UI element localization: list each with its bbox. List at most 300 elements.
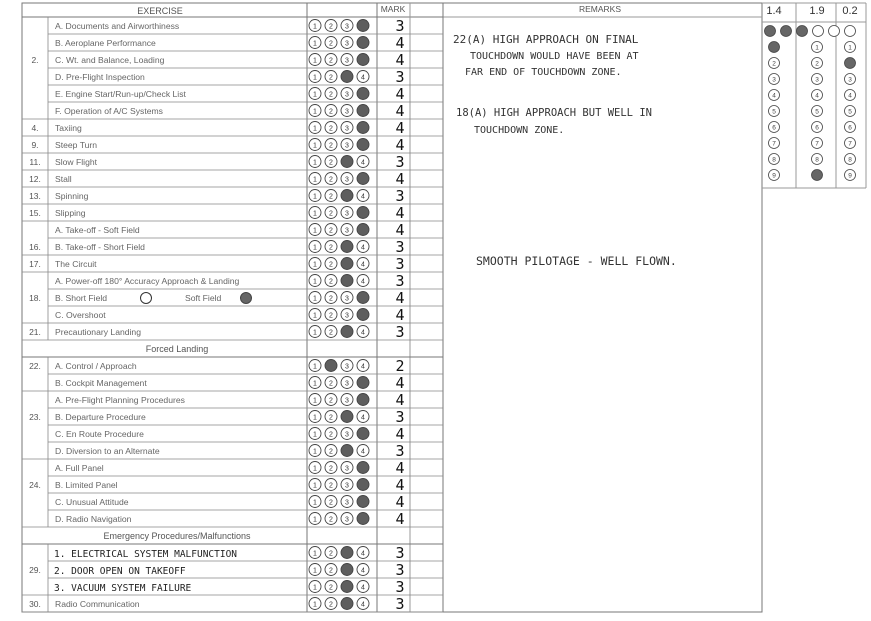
exercise-number: 22.	[29, 361, 41, 371]
exercise-label: A. Control / Approach	[55, 361, 137, 371]
rating-bubble-3	[341, 326, 353, 338]
exercise-row	[22, 442, 443, 460]
rating-bubble-3	[341, 241, 353, 253]
rating-bubble-digit: 2	[329, 91, 333, 99]
exercise-label: D. Diversion to an Alternate	[55, 446, 160, 456]
exercise-number: 30.	[29, 599, 41, 609]
exercise-label: C. Overshoot	[55, 310, 106, 320]
rating-bubble-digit: 4	[361, 567, 365, 575]
grid-bubble-row0	[829, 26, 840, 37]
exercise-row	[22, 187, 443, 205]
rating-bubble-4	[357, 292, 369, 304]
grid-bubble-digit: 4	[772, 92, 776, 100]
rating-bubble-digit: 2	[329, 550, 333, 558]
grid-bubble-row0	[781, 26, 792, 37]
rating-bubble-digit: 4	[361, 363, 365, 371]
rating-bubble-digit: 3	[345, 295, 349, 303]
rating-bubble-digit: 3	[345, 210, 349, 218]
exercise-label: B. Cockpit Management	[55, 378, 147, 388]
exercise-label: B. Take-off - Short Field	[55, 242, 145, 252]
mark-value: 4	[395, 34, 405, 52]
mark-value: 4	[395, 221, 405, 239]
grid-bubble-digit: 2	[815, 60, 819, 68]
mark-value: 4	[395, 374, 405, 392]
exercise-row	[22, 323, 443, 341]
rating-bubble-digit: 1	[313, 550, 317, 558]
rating-bubble-digit: 2	[329, 397, 333, 405]
exercise-row	[29, 289, 443, 307]
grid-label-2: 1.9	[809, 5, 825, 17]
grid-bubble-digit: 5	[772, 108, 776, 116]
grid-bubble-digit: 7	[848, 140, 852, 148]
rating-bubble-digit: 4	[361, 244, 365, 252]
rating-bubble-digit: 2	[329, 601, 333, 609]
rating-bubble-digit: 2	[329, 40, 333, 48]
rating-bubble-digit: 1	[313, 499, 317, 507]
grid-bubble-digit: 1	[848, 44, 852, 52]
rating-bubble-4	[357, 37, 369, 49]
exercise-label: A. Take-off - Soft Field	[55, 225, 140, 235]
mark-value: 4	[395, 425, 405, 443]
exercise-row	[29, 357, 443, 375]
grid-bubble-digit: 9	[848, 172, 852, 180]
rating-bubble-4	[357, 173, 369, 185]
rating-bubble-digit: 3	[345, 312, 349, 320]
mark-value: 3	[395, 153, 405, 171]
exercise-label: The Circuit	[55, 259, 97, 269]
grid-bubble-digit: 1	[815, 44, 819, 52]
form-header	[137, 4, 621, 16]
rating-bubble-digit: 3	[345, 57, 349, 65]
exercise-row	[22, 170, 443, 188]
rating-bubble-digit: 1	[313, 295, 317, 303]
exercise-label: A. Full Panel	[55, 463, 104, 473]
exercise-label: A. Power-off 180° Accuracy Approach & Landing	[55, 276, 240, 286]
mark-value: 4	[395, 170, 405, 188]
remark-note1-line1: 22(A) HIGH APPROACH ON FINAL	[453, 33, 639, 46]
exercise-label: Slipping	[55, 208, 86, 218]
exercise-row	[48, 493, 443, 511]
exercise-row	[29, 408, 443, 426]
rating-bubble-digit: 2	[329, 159, 333, 167]
rating-bubble-digit: 2	[329, 431, 333, 439]
rating-bubble-digit: 2	[329, 295, 333, 303]
exercise-row	[22, 153, 443, 171]
remark-note1-line3: FAR END OF TOUCHDOWN ZONE.	[465, 67, 622, 78]
mark-value: 3	[395, 68, 405, 86]
rating-bubble-digit: 3	[345, 176, 349, 184]
remark-note2-line1: 18(A) HIGH APPROACH BUT WELL IN	[456, 107, 652, 119]
exercise-label: D. Pre-Flight Inspection	[55, 72, 145, 82]
rating-bubble-digit: 3	[345, 499, 349, 507]
exercise-label: C. Unusual Attitude	[55, 497, 129, 507]
exercise-label: Radio Communication	[55, 599, 140, 609]
remark-note3: SMOOTH PILOTAGE - WELL FLOWN.	[476, 254, 677, 268]
rating-bubble-3	[341, 411, 353, 423]
exercise-label: Spinning	[55, 191, 89, 201]
mark-value: 3	[395, 544, 405, 562]
exercise-row	[48, 544, 443, 562]
rating-bubble-digit: 4	[361, 414, 365, 422]
rating-bubble-digit: 1	[313, 176, 317, 184]
soft-field-bubble	[241, 293, 252, 304]
rating-bubble-digit: 2	[329, 23, 333, 31]
rating-bubble-digit: 1	[313, 210, 317, 218]
exercise-row	[22, 204, 443, 222]
rating-bubble-4	[357, 54, 369, 66]
rating-bubble-digit: 4	[361, 74, 365, 82]
rating-bubble-2	[325, 360, 337, 372]
exercise-row	[48, 391, 443, 409]
exercise-label: Steep Turn	[55, 140, 98, 150]
exercise-number: 18.	[29, 293, 41, 303]
exercise-label-handwritten: 2. DOOR OPEN ON TAKEOFF	[54, 566, 186, 577]
exercise-row	[48, 34, 443, 52]
rating-bubble-digit: 2	[329, 193, 333, 201]
rating-bubble-digit: 2	[329, 516, 333, 524]
mark-value: 4	[395, 510, 405, 528]
rating-bubble-digit: 1	[313, 448, 317, 456]
rating-bubble-digit: 1	[313, 159, 317, 167]
mark-value: 4	[395, 204, 405, 222]
rating-bubble-digit: 1	[313, 40, 317, 48]
rating-bubble-3	[341, 564, 353, 576]
remarks-area	[453, 33, 677, 268]
exercise-label: B. Limited Panel	[55, 480, 118, 490]
grid-bubble-digit: 8	[815, 156, 819, 164]
exercise-row	[22, 238, 443, 256]
rating-bubble-digit: 2	[329, 176, 333, 184]
grid-bubble	[812, 170, 823, 181]
rating-bubble-digit: 1	[313, 91, 317, 99]
grid-bubble-digit: 5	[848, 108, 852, 116]
exercise-label: A. Pre-Flight Planning Procedures	[55, 395, 185, 405]
rating-bubble-digit: 2	[329, 567, 333, 575]
rating-bubble-digit: 3	[345, 108, 349, 116]
grid-bubble-digit: 4	[848, 92, 852, 100]
exercise-row	[48, 459, 443, 477]
rating-bubble-4	[357, 309, 369, 321]
exercise-row	[22, 119, 443, 137]
exercise-label: B. Short Field	[55, 293, 108, 303]
rating-bubble-digit: 2	[329, 312, 333, 320]
exercise-number: 11.	[29, 157, 41, 167]
grid-bubble-digit: 3	[815, 76, 819, 84]
rating-bubble-3	[341, 156, 353, 168]
rating-bubble-digit: 2	[329, 142, 333, 150]
rating-bubble-digit: 1	[313, 125, 317, 133]
exercise-number: 2.	[31, 55, 39, 65]
grid-label-3: 0.2	[842, 5, 858, 17]
rating-bubble-4	[357, 20, 369, 32]
exercise-label: Stall	[55, 174, 72, 184]
mark-value: 3	[395, 17, 405, 35]
rating-bubble-3	[341, 445, 353, 457]
exercise-row	[22, 255, 443, 273]
rating-bubble-4	[357, 88, 369, 100]
rating-bubble-3	[341, 258, 353, 270]
rating-bubble-digit: 3	[345, 40, 349, 48]
rating-bubble-digit: 1	[313, 380, 317, 388]
rating-bubble-digit: 4	[361, 261, 365, 269]
mark-header: MARK	[380, 4, 406, 14]
exercise-label: A. Documents and Airworthiness	[55, 21, 180, 31]
mark-value: 4	[395, 119, 405, 137]
exercise-label: E. Engine Start/Run-up/Check List	[55, 89, 186, 99]
mark-value: 3	[395, 238, 405, 256]
mark-value: 2	[395, 357, 405, 375]
exercise-row	[48, 85, 443, 103]
grid-bubble-digit: 3	[772, 76, 776, 84]
rating-bubble-digit: 3	[345, 142, 349, 150]
rating-bubble-digit: 2	[329, 482, 333, 490]
exercise-row	[48, 272, 443, 290]
mark-value: 3	[395, 255, 405, 273]
rating-bubble-digit: 2	[329, 448, 333, 456]
exercise-number: 13.	[29, 191, 41, 201]
rating-bubble-digit: 2	[329, 584, 333, 592]
exercise-number: 24.	[29, 480, 41, 490]
exercise-row	[22, 578, 443, 596]
rating-bubble-digit: 1	[313, 142, 317, 150]
mark-value: 4	[395, 493, 405, 511]
rating-bubble-digit: 1	[313, 74, 317, 82]
exercise-label-handwritten: 3. VACUUM SYSTEM FAILURE	[54, 583, 192, 594]
exercise-label: B. Departure Procedure	[55, 412, 146, 422]
rating-bubble-digit: 1	[313, 193, 317, 201]
rating-bubble-digit: 3	[345, 397, 349, 405]
rating-bubble-4	[357, 496, 369, 508]
section-title: Forced Landing	[145, 344, 209, 354]
mark-value: 4	[395, 391, 405, 409]
exercise-label: Taxiing	[55, 123, 82, 133]
rating-bubble-digit: 3	[345, 363, 349, 371]
exercise-label: B. Aeroplane Performance	[55, 38, 156, 48]
grid-bubble-digit: 4	[815, 92, 819, 100]
rating-bubble-digit: 4	[361, 329, 365, 337]
rating-bubble-digit: 1	[313, 397, 317, 405]
rating-bubble-4	[357, 139, 369, 151]
rating-bubble-digit: 2	[329, 261, 333, 269]
rating-bubble-digit: 2	[329, 210, 333, 218]
exercise-row	[48, 68, 443, 86]
grid-bubble-row0	[797, 26, 808, 37]
rating-bubble-digit: 1	[313, 431, 317, 439]
rating-bubble-digit: 4	[361, 550, 365, 558]
rating-bubble-digit: 1	[313, 414, 317, 422]
rating-bubble-4	[357, 122, 369, 134]
grid-bubble	[769, 42, 780, 53]
exercise-label: F. Operation of A/C Systems	[55, 106, 163, 116]
rating-bubble-digit: 1	[313, 57, 317, 65]
exercise-row	[29, 561, 443, 579]
grid-bubble-digit: 9	[772, 172, 776, 180]
mark-value: 3	[395, 272, 405, 290]
mark-value: 4	[395, 102, 405, 120]
exercise-number: 23.	[29, 412, 41, 422]
rating-bubble-digit: 2	[329, 278, 333, 286]
rating-bubble-digit: 1	[313, 482, 317, 490]
rating-bubble-digit: 2	[329, 74, 333, 82]
grid-bubble-digit: 7	[772, 140, 776, 148]
exercise-number: 17.	[29, 259, 41, 269]
mark-value: 4	[395, 85, 405, 103]
section-header	[22, 528, 443, 545]
exercise-label-handwritten: 1. ELECTRICAL SYSTEM MALFUNCTION	[54, 549, 238, 560]
exercise-rows	[22, 17, 443, 613]
rating-bubble-4	[357, 377, 369, 389]
rating-bubble-digit: 1	[313, 244, 317, 252]
rating-bubble-digit: 2	[329, 227, 333, 235]
grid-bubble-digit: 2	[772, 60, 776, 68]
rating-bubble-digit: 4	[361, 584, 365, 592]
rating-bubble-4	[357, 105, 369, 117]
mark-value: 4	[395, 51, 405, 69]
rating-bubble-4	[357, 428, 369, 440]
grid-bubble-digit: 3	[848, 76, 852, 84]
exercise-number: 15.	[29, 208, 41, 218]
rating-bubble-digit: 2	[329, 329, 333, 337]
rating-bubble-4	[357, 479, 369, 491]
rating-bubble-4	[357, 224, 369, 236]
rating-bubble-digit: 2	[329, 125, 333, 133]
exercise-row	[48, 17, 443, 35]
short-field-bubble	[141, 293, 152, 304]
rating-bubble-digit: 3	[345, 465, 349, 473]
grid-bubble-digit: 5	[815, 108, 819, 116]
exercise-number: 12.	[29, 174, 41, 184]
section-title: Emergency Procedures/Malfunctions	[103, 531, 251, 541]
rating-bubble-digit: 2	[329, 108, 333, 116]
rating-bubble-digit: 2	[329, 380, 333, 388]
rating-bubble-3	[341, 598, 353, 610]
mark-value: 3	[395, 187, 405, 205]
mark-value: 3	[395, 323, 405, 341]
remarks-header: REMARKS	[578, 4, 622, 14]
rating-bubble-4	[357, 207, 369, 219]
rating-bubble-digit: 1	[313, 567, 317, 575]
exercise-label: Slow Flight	[55, 157, 98, 167]
rating-bubble-4	[357, 462, 369, 474]
rating-bubble-digit: 2	[329, 244, 333, 252]
exercise-number: 29.	[29, 565, 41, 575]
rating-bubble-digit: 4	[361, 448, 365, 456]
exercise-row	[48, 221, 443, 239]
exercise-row	[22, 102, 443, 120]
exercise-header: EXERCISE	[137, 6, 183, 16]
mark-value: 4	[395, 476, 405, 494]
soft-field-label: Soft Field	[185, 293, 222, 303]
rating-bubble-digit: 2	[329, 499, 333, 507]
exercise-label: C. En Route Procedure	[55, 429, 144, 439]
rating-bubble-3	[341, 71, 353, 83]
exercise-number: 16.	[29, 242, 41, 252]
rating-bubble-digit: 2	[329, 57, 333, 65]
mark-value: 4	[395, 136, 405, 154]
rating-bubble-4	[357, 513, 369, 525]
rating-bubble-digit: 1	[313, 465, 317, 473]
rating-bubble-4	[357, 394, 369, 406]
grid-bubble-digit: 6	[772, 124, 776, 132]
grid-bubble-digit: 6	[848, 124, 852, 132]
grid-bubble-row0	[813, 26, 824, 37]
rating-bubble-digit: 1	[313, 227, 317, 235]
exercise-row	[22, 374, 443, 392]
grid-label-1: 1.4	[766, 5, 782, 17]
mark-value: 4	[395, 289, 405, 307]
rating-bubble-digit: 1	[313, 601, 317, 609]
grid-bubble-digit: 6	[815, 124, 819, 132]
grid-bubble	[845, 58, 856, 69]
grid-bubble-row0	[845, 26, 856, 37]
remark-note1-line2: TOUCHDOWN WOULD HAVE BEEN AT	[470, 51, 639, 62]
rating-bubble-digit: 1	[313, 278, 317, 286]
exercise-number: 9.	[31, 140, 39, 150]
score-bubble-grid	[762, 3, 866, 188]
rating-bubble-digit: 3	[345, 227, 349, 235]
rating-bubble-digit: 3	[345, 91, 349, 99]
exercise-label: D. Radio Navigation	[55, 514, 132, 524]
mark-value: 4	[395, 306, 405, 324]
grid-bubble-row0	[765, 26, 776, 37]
mark-value: 4	[395, 459, 405, 477]
mark-value: 3	[395, 442, 405, 460]
mark-value: 3	[395, 408, 405, 426]
mark-value: 3	[395, 561, 405, 579]
grid-bubble-digit: 8	[848, 156, 852, 164]
rating-bubble-digit: 2	[329, 465, 333, 473]
rating-bubble-digit: 3	[345, 125, 349, 133]
rating-bubble-digit: 1	[313, 516, 317, 524]
exercise-number: 4.	[31, 123, 39, 133]
rating-bubble-digit: 2	[329, 414, 333, 422]
rating-bubble-3	[341, 275, 353, 287]
rating-bubble-digit: 1	[313, 584, 317, 592]
rating-bubble-digit: 1	[313, 261, 317, 269]
rating-bubble-digit: 1	[313, 108, 317, 116]
exercise-number: 21.	[29, 327, 41, 337]
rating-bubble-3	[341, 581, 353, 593]
rating-bubble-digit: 4	[361, 278, 365, 286]
exercise-label: C. Wt. and Balance, Loading	[55, 55, 165, 65]
rating-bubble-digit: 1	[313, 329, 317, 337]
rating-bubble-digit: 4	[361, 159, 365, 167]
rating-bubble-digit: 1	[313, 363, 317, 371]
exercise-row	[29, 476, 443, 494]
rating-bubble-digit: 3	[345, 482, 349, 490]
grid-bubble-digit: 8	[772, 156, 776, 164]
rating-bubble-digit: 4	[361, 601, 365, 609]
section-header	[22, 341, 443, 358]
rating-bubble-digit: 3	[345, 516, 349, 524]
mark-value: 3	[395, 595, 405, 613]
rating-bubble-3	[341, 547, 353, 559]
exercise-label: Precautionary Landing	[55, 327, 141, 337]
rating-bubble-digit: 3	[345, 380, 349, 388]
grid-bubble-digit: 7	[815, 140, 819, 148]
rating-bubble-digit: 3	[345, 431, 349, 439]
remark-note2-line2: TOUCHDOWN ZONE.	[474, 125, 565, 136]
mark-value: 3	[395, 578, 405, 596]
rating-bubble-digit: 1	[313, 312, 317, 320]
rating-bubble-3	[341, 190, 353, 202]
exercise-row	[22, 306, 443, 324]
exercise-row	[22, 136, 443, 154]
rating-bubble-digit: 1	[313, 23, 317, 31]
exercise-row	[48, 425, 443, 443]
rating-bubble-digit: 3	[345, 23, 349, 31]
rating-bubble-digit: 4	[361, 193, 365, 201]
